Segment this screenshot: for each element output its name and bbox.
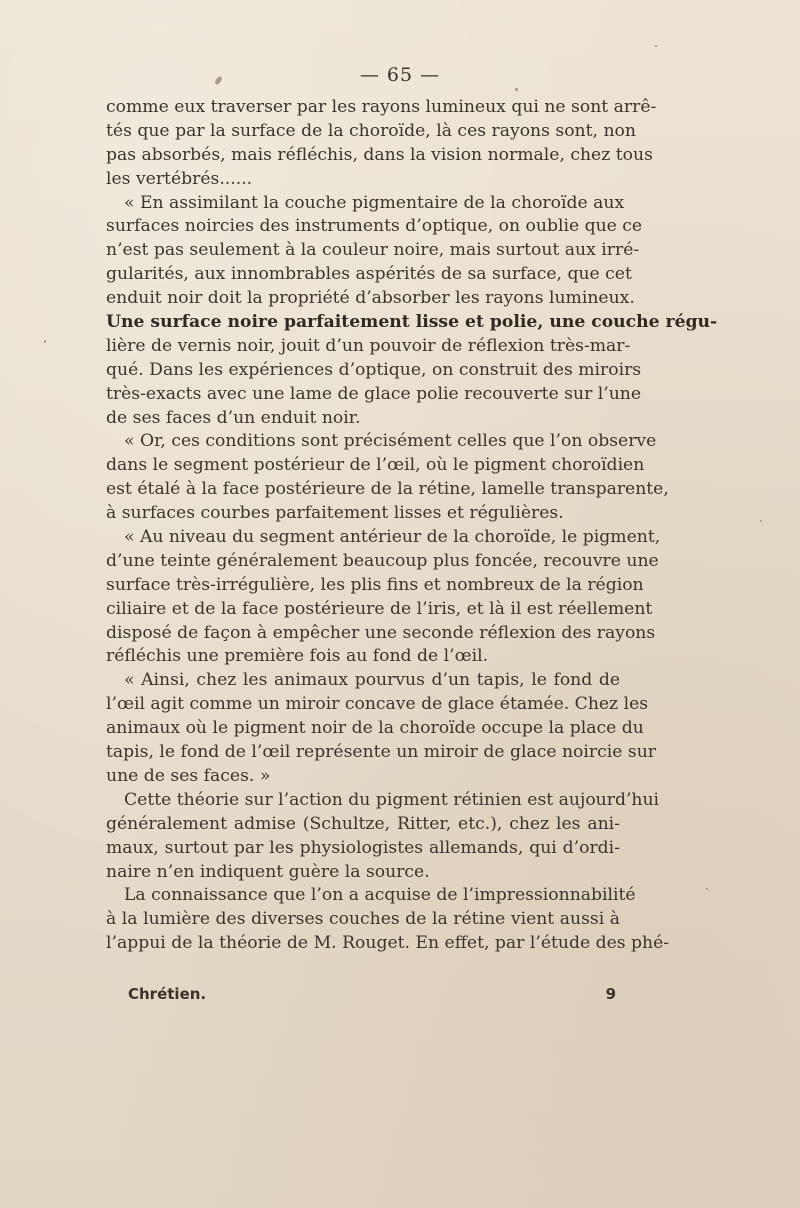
text-line: l’appui de la théorie de M. Rouget. En effet, par l’étude des phé- bbox=[106, 933, 670, 954]
text-line: une de ses faces. » bbox=[106, 765, 271, 786]
text-line: généralement admise (Schultze, Ritter, etc.), chez les ani- bbox=[106, 813, 620, 834]
text-line: naire n’en indiquent guère la source. bbox=[106, 861, 430, 882]
text-line: « Au niveau du segment antérieur de la choroïde, le pigment, bbox=[124, 527, 661, 548]
page-number-header: — 65 — bbox=[359, 64, 441, 86]
text-line: est étalé à la face postérieure de la rétine, lamelle transparente, bbox=[106, 479, 669, 500]
text-line: disposé de façon à empêcher une seconde réflexion des rayons bbox=[106, 622, 656, 643]
text-line: enduit noir doit la propriété d’absorber les rayons lumineux. bbox=[106, 288, 635, 309]
text-line: pas absorbés, mais réfléchis, dans la vision normale, chez tous bbox=[106, 144, 653, 165]
text-line: Une surface noire parfaitement lisse et polie, une couche régu- bbox=[106, 312, 718, 333]
text-line: Cette théorie sur l’action du pigment rétinien est aujourd’hui bbox=[124, 789, 660, 810]
text-line: à la lumière des diverses couches de la rétine vient aussi à bbox=[106, 909, 620, 930]
text-line: « En assimilant la couche pigmentaire de la choroïde aux bbox=[124, 192, 625, 213]
text-line: à surfaces courbes parfaitement lisses et régulières. bbox=[106, 503, 564, 524]
ink-speck bbox=[760, 520, 762, 522]
text-line: surfaces noircies des instruments d’optique, on oublie que ce bbox=[106, 216, 643, 237]
text-line: les vertébrés...... bbox=[106, 168, 253, 189]
ink-speck bbox=[44, 340, 46, 343]
text-line: maux, surtout par les physiologistes allemands, qui d’ordi- bbox=[106, 837, 620, 858]
text-line: tés que par la surface de la choroïde, là ces rayons sont, non bbox=[106, 120, 636, 141]
ink-speck bbox=[655, 45, 657, 47]
text-line: d’une teinte généralement beaucoup plus foncée, recouvre une bbox=[106, 550, 659, 571]
page-footer bbox=[128, 985, 622, 1003]
text-line: de ses faces d’un enduit noir. bbox=[106, 407, 361, 428]
text-line: ciliaire et de la face postérieure de l’iris, et là il est réellement bbox=[106, 598, 653, 619]
body-text bbox=[106, 96, 718, 956]
signature-number: 9 bbox=[605, 985, 616, 1003]
text-line: « Ainsi, chez les animaux pourvus d’un tapis, le fond de bbox=[124, 670, 620, 691]
ink-speck bbox=[706, 888, 708, 890]
author-signature: Chrétien. bbox=[128, 985, 207, 1003]
text-line: gularités, aux innombrables aspérités de sa surface, que cet bbox=[106, 264, 632, 285]
text-line: animaux où le pigment noir de la choroïde occupe la place du bbox=[106, 718, 644, 739]
text-line: La connaissance que l’on a acquise de l’impressionnabilité bbox=[124, 885, 636, 906]
text-line: tapis, le fond de l’œil représente un miroir de glace noircie sur bbox=[106, 742, 656, 763]
text-line: dans le segment postérieur de l’œil, où le pigment choroïdien bbox=[106, 455, 645, 476]
text-line: lière de vernis noir, jouit d’un pouvoir de réflexion très-mar- bbox=[106, 335, 631, 356]
text-line: surface très-irrégulière, les plis fins et nombreux de la région bbox=[106, 574, 644, 595]
text-line: qué. Dans les expériences d’optique, on construit des miroirs bbox=[106, 359, 642, 380]
text-line: très-exacts avec une lame de glace polie recouverte sur l’une bbox=[106, 383, 642, 404]
ink-speck bbox=[515, 88, 518, 91]
text-line: « Or, ces conditions sont précisément celles que l’on observe bbox=[124, 431, 657, 452]
text-line: réfléchis une première fois au fond de l’œil. bbox=[106, 646, 489, 667]
text-line: l’œil agit comme un miroir concave de glace étamée. Chez les bbox=[106, 694, 649, 715]
text-line: comme eux traverser par les rayons lumineux qui ne sont arrê- bbox=[106, 97, 657, 117]
text-line: n’est pas seulement à la couleur noire, mais surtout aux irré- bbox=[106, 240, 640, 261]
